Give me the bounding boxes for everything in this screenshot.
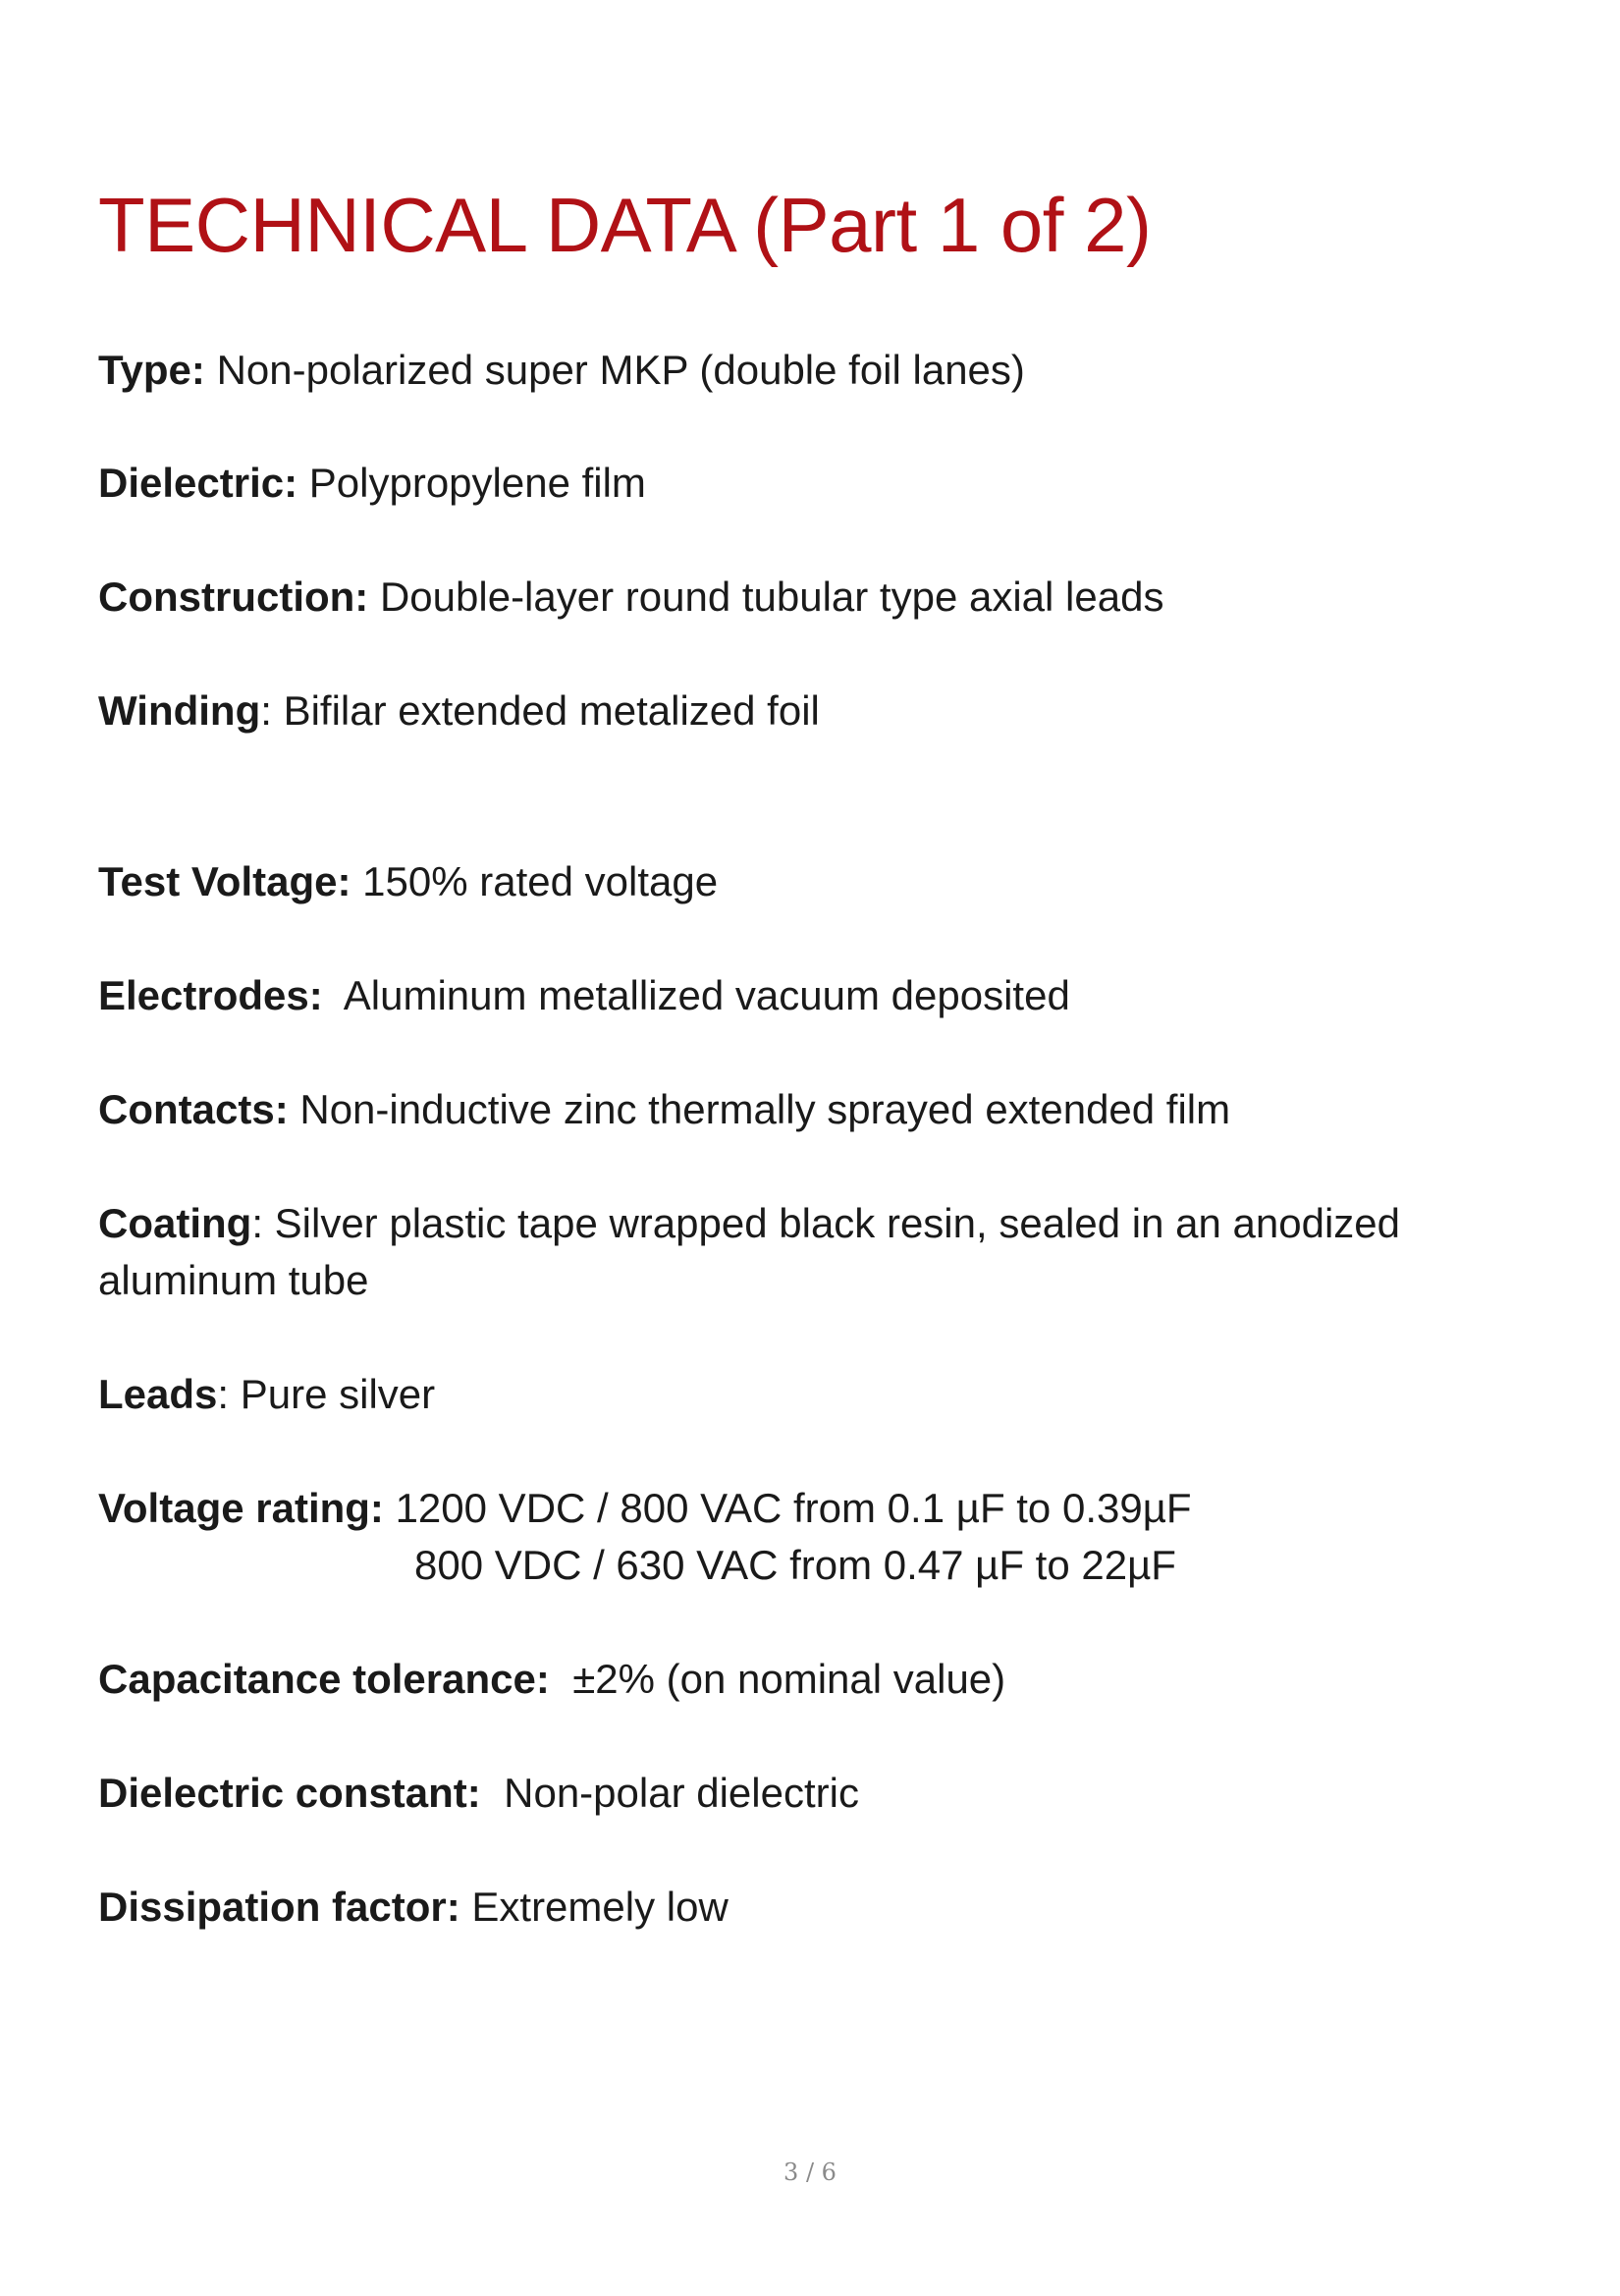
- spec-voltage-rating-value: 1200 VDC / 800 VAC from 0.1 µF to 0.39µF: [395, 1485, 1192, 1531]
- spec-leads-value: : Pure silver: [217, 1371, 436, 1417]
- spec-dielectric-constant: [98, 1765, 859, 1822]
- spec-type-label: Type:: [98, 347, 205, 393]
- spec-winding-value: : Bifilar extended metalized foil: [260, 687, 820, 734]
- page-title: TECHNICAL DATA (Part 1 of 2): [98, 182, 1152, 268]
- spec-construction: [98, 569, 1163, 626]
- spec-capacitance-tolerance-label: Capacitance tolerance:: [98, 1656, 550, 1702]
- spec-coating-label: Coating: [98, 1200, 252, 1246]
- spec-construction-label: Construction:: [98, 574, 369, 620]
- spec-voltage-rating-value-line2: 800 VDC / 630 VAC from 0.47 µF to 22µF: [414, 1542, 1176, 1588]
- spec-dielectric-label: Dielectric:: [98, 460, 298, 506]
- spec-dielectric: [98, 455, 646, 512]
- spec-test-voltage-label: Test Voltage:: [98, 858, 351, 904]
- spec-contacts: [98, 1081, 1230, 1138]
- spec-dissipation-factor: [98, 1879, 729, 1936]
- page-number: 3 / 6: [783, 2159, 837, 2186]
- spec-coating-value: : Silver plastic tape wrapped black resin, sealed in an anodized: [251, 1200, 1400, 1246]
- spec-type: [98, 342, 1025, 399]
- spec-test-voltage-value: 150% rated voltage: [362, 858, 719, 904]
- spec-electrodes-value: Aluminum metallized vacuum deposited: [343, 972, 1070, 1018]
- spec-dissipation-factor-value: Extremely low: [471, 1884, 729, 1930]
- spec-dielectric-constant-label: Dielectric constant:: [98, 1770, 481, 1816]
- spec-coating: [98, 1195, 1400, 1309]
- spec-voltage-rating: [98, 1480, 1192, 1594]
- spec-test-voltage: [98, 853, 718, 910]
- spec-winding: [98, 683, 820, 739]
- spec-dissipation-factor-label: Dissipation factor:: [98, 1884, 460, 1930]
- spec-voltage-rating-label: Voltage rating:: [98, 1485, 384, 1531]
- spec-leads: [98, 1366, 435, 1423]
- spec-coating-value-line2: aluminum tube: [98, 1257, 369, 1303]
- spec-capacitance-tolerance-value: ±2% (on nominal value): [572, 1656, 1006, 1702]
- spec-electrodes: [98, 967, 1070, 1024]
- spec-construction-value: Double-layer round tubular type axial leads: [379, 574, 1164, 620]
- spec-winding-label: Winding: [98, 687, 261, 734]
- spec-dielectric-value: Polypropylene film: [308, 460, 646, 506]
- spec-contacts-label: Contacts:: [98, 1086, 289, 1132]
- spec-type-value: Non-polarized super MKP (double foil lanes): [216, 347, 1025, 393]
- spec-dielectric-constant-value: Non-polar dielectric: [504, 1770, 859, 1816]
- spec-leads-label: Leads: [98, 1371, 218, 1417]
- spec-electrodes-label: Electrodes:: [98, 972, 323, 1018]
- spec-capacitance-tolerance: [98, 1651, 1005, 1708]
- spec-contacts-value: Non-inductive zinc thermally sprayed extended film: [299, 1086, 1231, 1132]
